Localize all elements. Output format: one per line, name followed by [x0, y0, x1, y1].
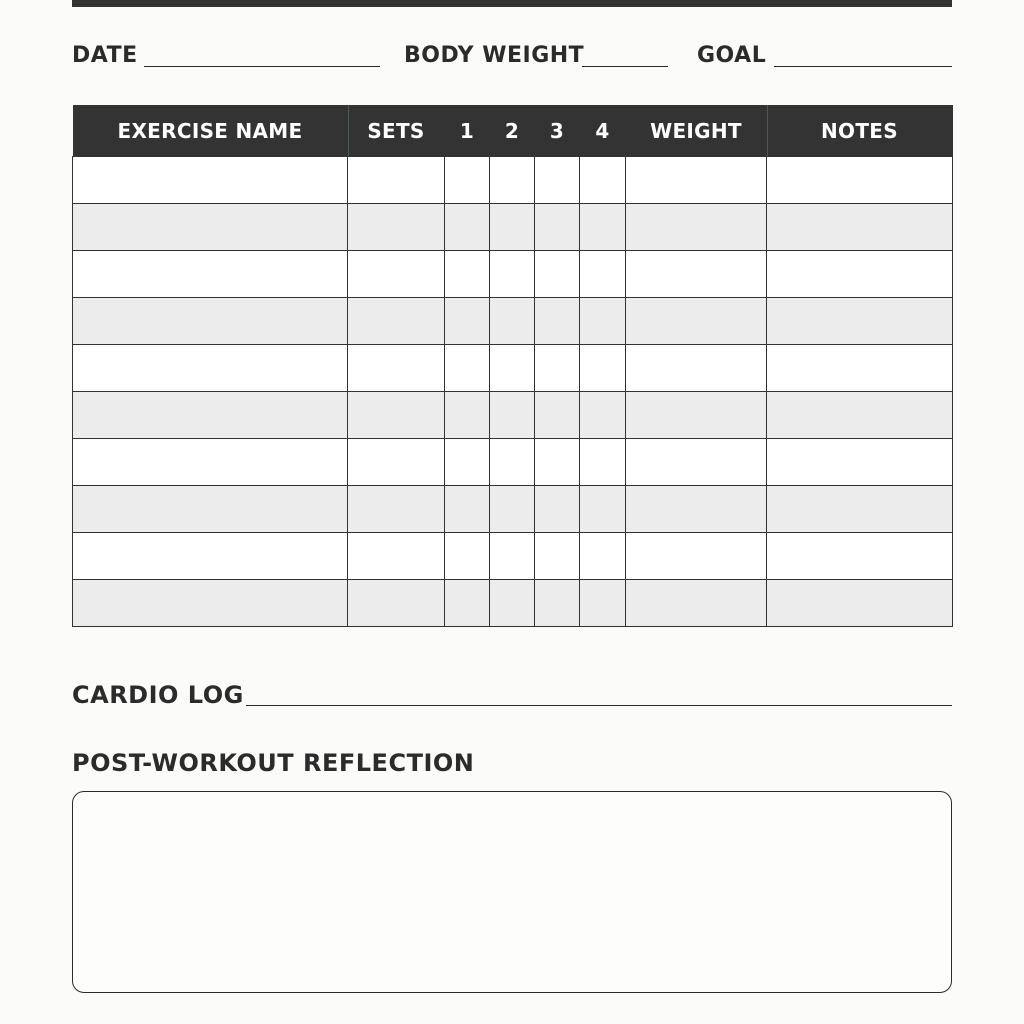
set-2-cell[interactable]: [490, 157, 535, 204]
set-2-cell[interactable]: [490, 204, 535, 251]
set-2-cell[interactable]: [490, 439, 535, 486]
set-2-cell[interactable]: [490, 580, 535, 627]
table-row: [73, 439, 953, 486]
set-2-cell[interactable]: [490, 345, 535, 392]
exercise-name-cell[interactable]: [73, 157, 348, 204]
column-header-weight: WEIGHT: [626, 105, 767, 157]
weight-cell[interactable]: [626, 298, 767, 345]
column-header-set-1: 1: [445, 105, 490, 157]
set-3-cell[interactable]: [535, 204, 580, 251]
reflection-label: POST-WORKOUT REFLECTION: [72, 749, 475, 777]
set-4-cell[interactable]: [580, 298, 626, 345]
column-header-exercise-name: EXERCISE NAME: [73, 105, 348, 157]
set-1-cell[interactable]: [445, 392, 490, 439]
column-header-set-4: 4: [580, 105, 626, 157]
weight-cell[interactable]: [626, 251, 767, 298]
sets-cell[interactable]: [348, 580, 445, 627]
set-3-cell[interactable]: [535, 533, 580, 580]
exercise-name-cell[interactable]: [73, 533, 348, 580]
set-4-cell[interactable]: [580, 345, 626, 392]
weight-cell[interactable]: [626, 580, 767, 627]
notes-cell[interactable]: [767, 157, 953, 204]
weight-cell[interactable]: [626, 392, 767, 439]
set-3-cell[interactable]: [535, 345, 580, 392]
set-3-cell[interactable]: [535, 392, 580, 439]
set-4-cell[interactable]: [580, 486, 626, 533]
exercise-log-table: [72, 105, 953, 627]
set-1-cell[interactable]: [445, 157, 490, 204]
column-header-notes: NOTES: [767, 105, 953, 157]
weight-cell[interactable]: [626, 439, 767, 486]
set-4-cell[interactable]: [580, 204, 626, 251]
sets-cell[interactable]: [348, 157, 445, 204]
body-weight-label: BODY WEIGHT: [404, 43, 585, 68]
exercise-name-cell[interactable]: [73, 204, 348, 251]
weight-cell[interactable]: [626, 345, 767, 392]
weight-cell[interactable]: [626, 486, 767, 533]
sets-cell[interactable]: [348, 204, 445, 251]
set-4-cell[interactable]: [580, 251, 626, 298]
table-header-row: [73, 105, 953, 157]
weight-cell[interactable]: [626, 204, 767, 251]
sets-cell[interactable]: [348, 486, 445, 533]
set-1-cell[interactable]: [445, 486, 490, 533]
cardio-log-field[interactable]: [246, 705, 952, 706]
weight-cell[interactable]: [626, 533, 767, 580]
set-4-cell[interactable]: [580, 580, 626, 627]
notes-cell[interactable]: [767, 533, 953, 580]
set-3-cell[interactable]: [535, 439, 580, 486]
set-1-cell[interactable]: [445, 533, 490, 580]
notes-cell[interactable]: [767, 251, 953, 298]
goal-label: GOAL: [697, 43, 767, 68]
sets-cell[interactable]: [348, 345, 445, 392]
set-2-cell[interactable]: [490, 392, 535, 439]
set-3-cell[interactable]: [535, 251, 580, 298]
table-row: [73, 345, 953, 392]
set-1-cell[interactable]: [445, 345, 490, 392]
sets-cell[interactable]: [348, 392, 445, 439]
set-2-cell[interactable]: [490, 486, 535, 533]
exercise-name-cell[interactable]: [73, 439, 348, 486]
notes-cell[interactable]: [767, 486, 953, 533]
exercise-name-cell[interactable]: [73, 392, 348, 439]
set-3-cell[interactable]: [535, 298, 580, 345]
notes-cell[interactable]: [767, 204, 953, 251]
sets-cell[interactable]: [348, 533, 445, 580]
set-4-cell[interactable]: [580, 392, 626, 439]
set-3-cell[interactable]: [535, 486, 580, 533]
set-2-cell[interactable]: [490, 533, 535, 580]
set-4-cell[interactable]: [580, 157, 626, 204]
date-label: DATE: [72, 43, 138, 68]
exercise-name-cell[interactable]: [73, 486, 348, 533]
weight-cell[interactable]: [626, 157, 767, 204]
column-header-sets: SETS: [348, 105, 445, 157]
body-weight-field[interactable]: [582, 66, 668, 67]
set-1-cell[interactable]: [445, 204, 490, 251]
cardio-log-label: CARDIO LOG: [72, 681, 244, 709]
table-row: [73, 533, 953, 580]
notes-cell[interactable]: [767, 580, 953, 627]
sets-cell[interactable]: [348, 439, 445, 486]
exercise-name-cell[interactable]: [73, 580, 348, 627]
top-bar: [72, 0, 952, 7]
set-2-cell[interactable]: [490, 251, 535, 298]
notes-cell[interactable]: [767, 439, 953, 486]
table-row: [73, 486, 953, 533]
set-2-cell[interactable]: [490, 298, 535, 345]
table-row: [73, 157, 953, 204]
set-4-cell[interactable]: [580, 533, 626, 580]
set-3-cell[interactable]: [535, 580, 580, 627]
set-1-cell[interactable]: [445, 251, 490, 298]
column-header-set-3: 3: [535, 105, 580, 157]
exercise-name-cell[interactable]: [73, 345, 348, 392]
column-header-set-2: 2: [490, 105, 535, 157]
notes-cell[interactable]: [767, 345, 953, 392]
table-body: [73, 157, 953, 627]
exercise-name-cell[interactable]: [73, 298, 348, 345]
notes-cell[interactable]: [767, 392, 953, 439]
set-1-cell[interactable]: [445, 580, 490, 627]
goal-field[interactable]: [774, 66, 952, 67]
set-4-cell[interactable]: [580, 439, 626, 486]
sets-cell[interactable]: [348, 298, 445, 345]
set-1-cell[interactable]: [445, 439, 490, 486]
table-row: [73, 580, 953, 627]
reflection-box[interactable]: [72, 791, 952, 993]
date-field[interactable]: [144, 66, 380, 67]
sets-cell[interactable]: [348, 251, 445, 298]
notes-cell[interactable]: [767, 298, 953, 345]
exercise-name-cell[interactable]: [73, 251, 348, 298]
table-row: [73, 251, 953, 298]
table-row: [73, 298, 953, 345]
set-3-cell[interactable]: [535, 157, 580, 204]
table-row: [73, 392, 953, 439]
set-1-cell[interactable]: [445, 298, 490, 345]
table-row: [73, 204, 953, 251]
